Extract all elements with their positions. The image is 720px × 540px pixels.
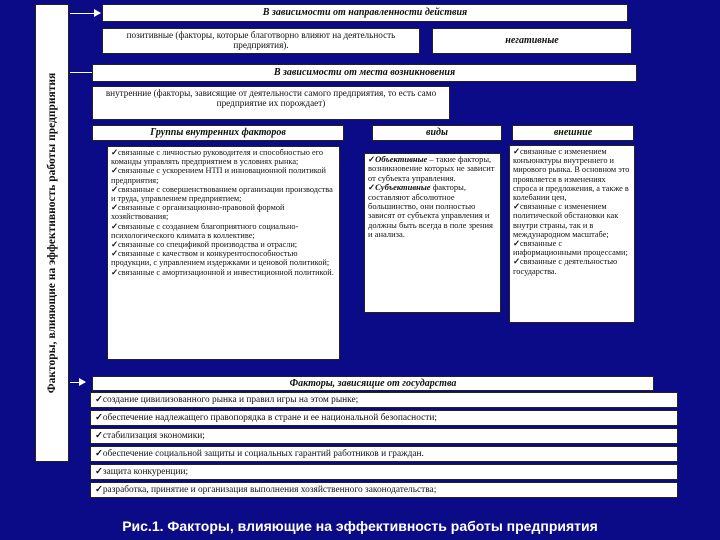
- arrow-to-direction: [70, 13, 100, 14]
- state-item: ✓ обеспечение социальной защиты и социальных гарантий работников и граждан.: [90, 446, 678, 462]
- state-item: ✓ защита конкуренции;: [90, 464, 678, 480]
- external-header: внешние: [512, 125, 634, 141]
- list-item: ✓ связанные с изменением политической обстановки как внутри страны, так и в международном масштабе;: [513, 202, 631, 239]
- list-item: ✓ связанные с ускорением НТП и инновационной политикой предприятия;: [111, 166, 336, 184]
- state-item: ✓ стабилизация экономики;: [90, 428, 678, 444]
- internal-factors-box: внутренние (факторы, зависящие от деятельности самого предприятия, то есть само предприятие их порождает): [92, 86, 450, 120]
- figure-caption: Рис.1. Факторы, влияющие на эффективность работы предприятия: [122, 518, 598, 534]
- list-item: ✓ связанные с созданием благоприятного социально-психологического климата в коллективе;: [111, 222, 336, 240]
- list-item: ✓ связанные с личностью руководителя и способностью его команды управлять предприятием в условиях рынка;: [111, 148, 336, 166]
- direction-header: В зависимости от направленности действия: [102, 4, 628, 22]
- state-item: ✓ разработка, принятие и организация выполнения хозяйственного законодательства;: [90, 482, 678, 498]
- list-item: ✓ связанные с амортизационной и инвестиционной политикой.: [111, 268, 336, 277]
- list-item: ✓ связанные с информационными процессами;: [513, 239, 631, 257]
- type-text: – такие факторы, возникновение которых не зависит от субъекта управления.: [368, 154, 495, 183]
- types-box: [364, 153, 501, 313]
- vertical-title-box: [35, 4, 69, 462]
- types-header: виды: [372, 125, 502, 141]
- list-item: ✓ связанные с совершенствованием организации производства и труда, управлением предприятием;: [111, 185, 336, 203]
- negative-factors-box: негативные: [432, 28, 632, 54]
- list-item: ✓ связанные со спецификой производства и отрасли;: [111, 240, 336, 249]
- groups-header: Группы внутренних факторов: [92, 125, 344, 141]
- type-title: Объективные: [375, 154, 428, 164]
- list-item: ✓ связанные с организационно-правовой формой хозяйствования;: [111, 203, 336, 221]
- list-item: [368, 183, 497, 239]
- positive-factors-box: позитивные (факторы, которые благотворно влияют на деятельность предприятия).: [102, 28, 420, 54]
- list-item: [368, 155, 497, 183]
- state-item: ✓ создание цивилизованного рынка и правил игры на этом рынке;: [90, 392, 678, 408]
- type-title: Субъективные: [375, 182, 431, 193]
- arrow-to-state: [70, 382, 85, 383]
- list-item: ✓ связанные с изменением конъюнктуры внутреннего и мирового рынка. В основном это проявляется в изменениях спроса и предложения, а также в колебании цен,: [513, 147, 631, 202]
- type-text: факторы, составляют абсолютное большинство, они полностью зависят от субъекта управления и должны быть всегда в поле зрения и анализа.: [368, 182, 493, 240]
- state-item: ✓ обеспечение надлежащего правопорядка в стране и ее национальной безопасности;: [90, 410, 678, 426]
- external-box: [509, 145, 635, 323]
- state-header: Факторы, зависящие от государства: [92, 376, 654, 391]
- internal-groups-box: [107, 146, 340, 360]
- vertical-title: Факторы, влияющие на эффективность работы предприятия: [46, 72, 58, 394]
- place-header: В зависимости от места возникновения: [92, 64, 637, 82]
- list-item: ✓ связанные с качеством и конкурентоспособностью продукции, с управлением издержками и ценовой политикой;: [111, 249, 336, 267]
- list-item: ✓ связанные с деятельностью государства.: [513, 257, 631, 275]
